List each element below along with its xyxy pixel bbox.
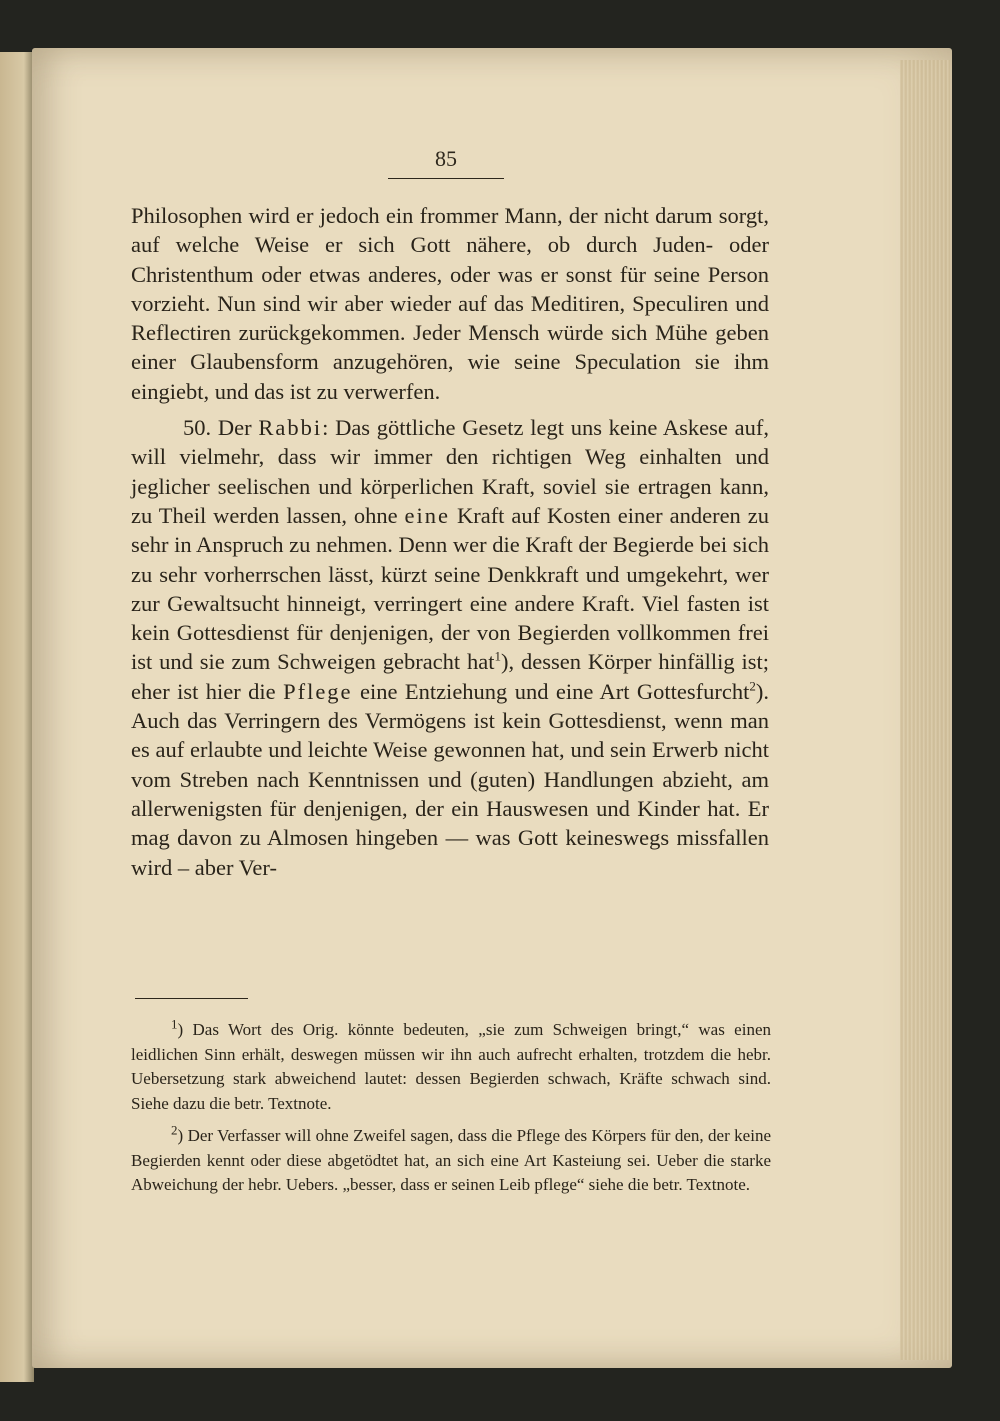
- footnote-rule: [135, 998, 248, 999]
- main-text: [131, 201, 769, 882]
- paragraph-1: Philosophen wird er jedoch ein frommer Mann, der nicht darum sorgt, auf welche Weise er sich Gott nähere, ob durch Juden- oder Christenthum oder etwas anderes, oder was er sonst für seine Person vorzieht. Nun sind wir aber wieder auf das Meditiren, Speculiren und Reflectiren zurückgekommen. Jeder Mensch würde sich Mühe geben einer Glaubensform anzugehören, wie seine Speculation sie ihm eingiebt, und das ist zu verwerfen.: [131, 203, 769, 404]
- footnotes: [131, 1018, 771, 1198]
- page-number: 85: [435, 146, 457, 171]
- facing-page-edge: [0, 52, 34, 1382]
- page-number-rule: [388, 178, 504, 179]
- speaker-name: Rabbi: [258, 415, 323, 441]
- emphasis-word: Pflege: [283, 678, 353, 704]
- footnote-ref-1: 1: [494, 648, 502, 664]
- text-segment: ), dessen Körper hinfällig ist; eher ist hier die: [131, 649, 769, 704]
- footnote-1: [131, 1018, 771, 1116]
- text-segment: : Das göttliche Gesetz legt uns keine Askese auf, will vielmehr, dass wir immer den richtigen Weg einhalten und jeglicher seelischen und körperlichen Kraft, soviel sie ertragen kann, zu Theil werden lassen, ohne: [131, 415, 769, 528]
- paragraph-number: 50. Der: [183, 415, 259, 441]
- footnote-text: ) Das Wort des Orig. könnte bedeuten, „sie zum Schweigen bringt,“ was einen leidlichen Sinn erhält, deswegen müssen wir ihn auch aufrecht erhalten, trotzdem die hebr. Uebersetzung stark abweichend lautet: dessen Begierden schwach, Kräfte schwach sind. Siehe dazu die betr. Textnote.: [131, 1020, 771, 1113]
- emphasis-word: eine: [404, 502, 451, 528]
- footnote-text: ) Der Verfasser will ohne Zweifel sagen, dass die Pflege des Körpers für den, der keine Begierden kennt oder diese abgetödtet hat, an sich eine Art Kasteiung sei. Ueber die starke Abweichung der hebr. Uebers. „besser, dass er seinen Leib pflege“ siehe die betr. Textnote.: [131, 1126, 771, 1194]
- footnote-mark: 2: [171, 1122, 178, 1138]
- text-segment: ). Auch das Verringern des Vermögens ist kein Gottesdienst, wenn man es auf erlaubte und leichte Weise gewonnen hat, und sein Erwerb nicht vom Streben nach Kenntnissen und (guten) Handlungen abzieht, am allerwenigsten für denjenigen, der ein Hauswesen und Kinder hat. Er mag davon zu Almosen hingeben — was Gott keineswegs missfallen wird – aber Ver-: [131, 678, 769, 880]
- paragraph-50: [131, 413, 769, 882]
- text-segment: eine Entziehung und eine Art Gottesfurcht: [352, 678, 750, 704]
- text-segment: Kraft auf Kosten einer anderen zu sehr in Anspruch zu nehmen. Denn wer die Kraft der Begierde bei sich zu sehr vorherrschen lässt, kürzt seine Denkkraft und umgekehrt, wer zur Gewaltsucht hinneigt, verringert eine andere Kraft. Viel fasten ist kein Gottesdienst für denjenigen, der von Begierden vollkommen frei ist und sie zum Schweigen gebracht hat: [131, 502, 769, 675]
- footnote-mark: 1: [171, 1016, 178, 1032]
- paragraph-gap: [131, 406, 769, 413]
- footnote-ref-2: 2: [749, 678, 756, 694]
- page-edges: [900, 60, 950, 1360]
- footnote-2: [131, 1124, 771, 1198]
